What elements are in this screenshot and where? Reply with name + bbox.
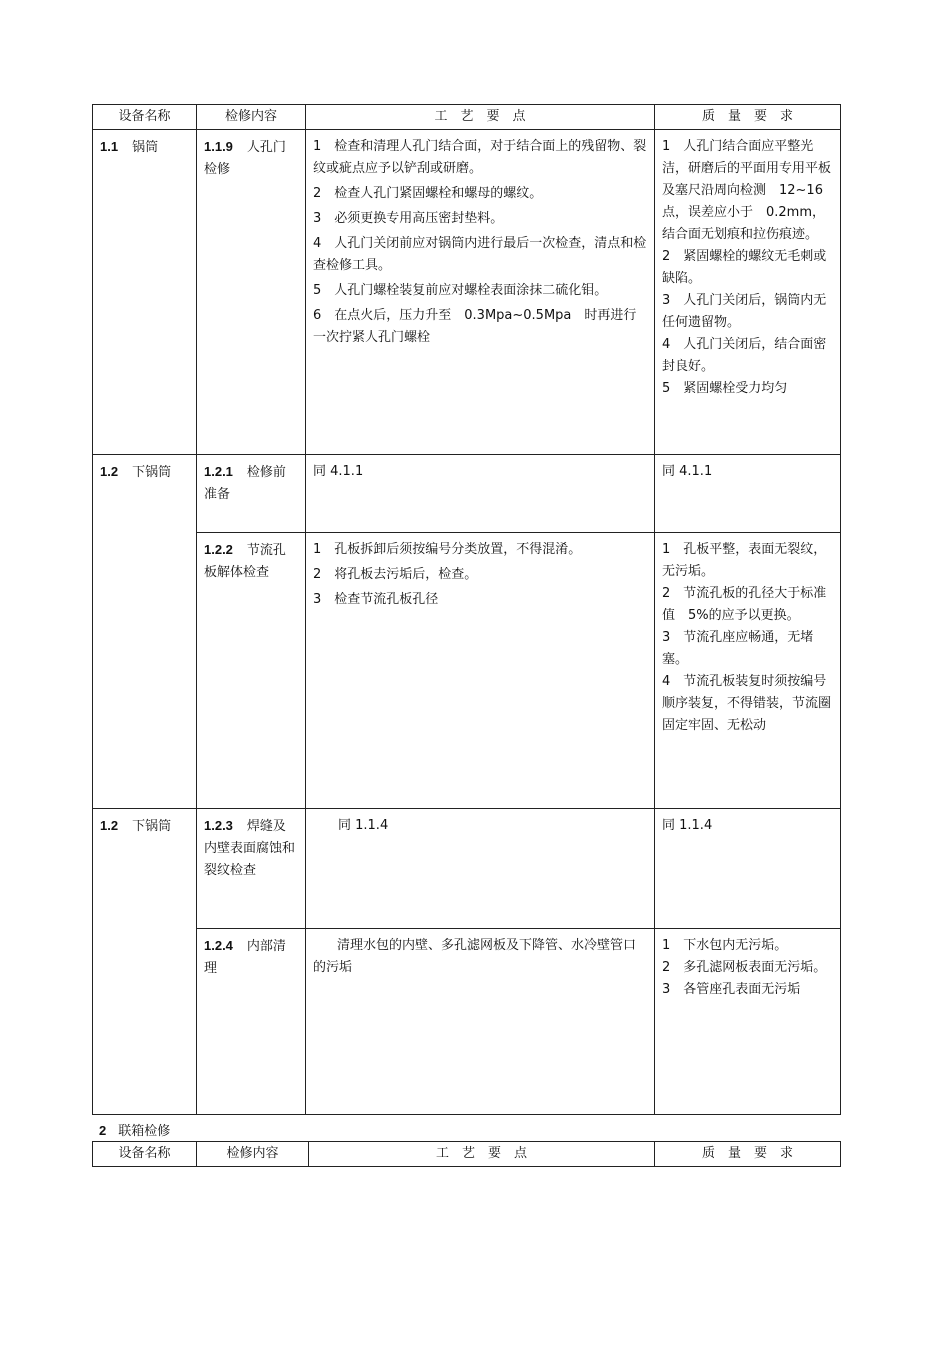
header-process: 工 艺 要 点 xyxy=(306,105,655,130)
header-equipment: 设备名称 xyxy=(93,1142,197,1167)
equipment-name: 下锅筒 xyxy=(132,819,172,834)
table-row xyxy=(93,130,841,455)
equipment-number: 1.2 xyxy=(100,818,119,833)
process-item: 4 人孔门关闭前应对锅筒内进行最后一次检查，清点和检查检修工具。 xyxy=(313,236,647,273)
content-cell xyxy=(197,809,306,929)
content-number: 1.2.4 xyxy=(204,938,233,953)
process-item: 3 必须更换专用高压密封垫料。 xyxy=(313,211,504,226)
content-cell xyxy=(197,455,306,533)
process-item: 2 将孔板去污垢后，检查。 xyxy=(313,567,478,582)
section-heading xyxy=(99,1120,170,1139)
content-cell xyxy=(197,130,306,455)
quality-item: 3 人孔门关闭后，锅筒内无任何遗留物。 xyxy=(662,293,827,330)
quality-item: 4 节流孔板装复时须按编号顺序装复，不得错装，节流圈固定牢固、无松动 xyxy=(662,674,832,733)
content-text: 检修前准备 xyxy=(204,465,286,502)
header-process: 工 艺 要 点 xyxy=(309,1142,655,1167)
quality-item: 3 节流孔座应畅通，无堵塞。 xyxy=(662,630,814,667)
equipment-cell xyxy=(93,130,197,455)
process-cell xyxy=(306,130,655,455)
header-quality: 质 量 要 求 xyxy=(655,105,841,130)
process-item: 同 4.1.1 xyxy=(313,464,364,479)
content-text: 人孔门检修 xyxy=(204,140,286,177)
process-item: 清理水包的内壁、多孔滤网板及下降管、水冷壁管口的污垢 xyxy=(313,938,637,975)
quality-item: 1 人孔门结合面应平整光洁，研磨后的平面用专用平板及塞尺沿周向检测 12~16 点，误差应小于 0.2mm，结合面无划痕和拉伤痕迹。 xyxy=(662,139,836,242)
process-item: 1 检查和清理人孔门结合面，对于结合面上的残留物、裂纹或疵点应予以铲刮或研磨。 xyxy=(313,139,647,176)
header-equipment: 设备名称 xyxy=(93,105,197,130)
quality-cell xyxy=(655,929,841,1115)
content-cell xyxy=(197,929,306,1115)
equipment-cell xyxy=(93,809,197,1115)
quality-item: 2 节流孔板的孔径大于标准值 5%的应予以更换。 xyxy=(662,586,827,623)
quality-cell xyxy=(655,130,841,455)
header-content: 检修内容 xyxy=(197,1142,309,1167)
equipment-name: 下锅筒 xyxy=(132,465,172,480)
process-item: 6 在点火后，压力升至 0.3Mpa~0.5Mpa 时再进行一次拧紧人孔门螺栓 xyxy=(313,308,637,345)
process-item: 3 检查节流孔板孔径 xyxy=(313,592,439,607)
maintenance-table-2 xyxy=(92,1141,841,1167)
content-text: 焊缝及内壁表面腐蚀和裂纹检查 xyxy=(204,819,296,878)
header-content: 检修内容 xyxy=(197,105,306,130)
table-header-row xyxy=(93,105,841,130)
quality-item: 2 多孔滤网板表面无污垢。 xyxy=(662,960,827,975)
quality-item: 3 各管座孔表面无污垢 xyxy=(662,982,801,997)
equipment-number: 1.1 xyxy=(100,139,119,154)
process-item: 同 1.1.4 xyxy=(338,818,389,833)
quality-item: 同 4.1.1 xyxy=(662,464,713,479)
content-number: 1.2.1 xyxy=(204,464,233,479)
quality-item: 同 1.1.4 xyxy=(662,818,713,833)
quality-item: 4 人孔门关闭后，结合面密封良好。 xyxy=(662,337,827,374)
table-row xyxy=(93,929,841,1115)
process-item: 2 检查人孔门紧固螺栓和螺母的螺纹。 xyxy=(313,186,543,201)
process-item: 5 人孔门螺栓装复前应对螺栓表面涂抹二硫化钼。 xyxy=(313,283,608,298)
content-cell xyxy=(197,533,306,809)
content-number: 1.2.2 xyxy=(204,542,233,557)
quality-cell xyxy=(655,533,841,809)
quality-item: 2 紧固螺栓的螺纹无毛刺或缺陷。 xyxy=(662,249,827,286)
quality-cell xyxy=(655,809,841,929)
quality-item: 1 孔板平整，表面无裂纹，无污垢。 xyxy=(662,542,827,579)
content-text: 内部清理 xyxy=(204,939,286,976)
table-row xyxy=(93,455,841,533)
quality-item: 5 紧固螺栓受力均匀 xyxy=(662,381,788,396)
table-row xyxy=(93,809,841,929)
header-quality: 质 量 要 求 xyxy=(655,1142,841,1167)
content-text: 节流孔板解体检查 xyxy=(204,543,286,580)
table-row xyxy=(93,533,841,809)
maintenance-table xyxy=(92,104,841,1115)
process-cell xyxy=(306,533,655,809)
equipment-name: 锅筒 xyxy=(132,140,159,155)
process-cell xyxy=(306,929,655,1115)
content-number: 1.2.3 xyxy=(204,818,233,833)
quality-item: 1 下水包内无污垢。 xyxy=(662,938,788,953)
equipment-number: 1.2 xyxy=(100,464,119,479)
process-item: 1 孔板拆卸后须按编号分类放置，不得混淆。 xyxy=(313,542,582,557)
table-header-row xyxy=(93,1142,841,1167)
section-number: 2 xyxy=(99,1123,107,1138)
quality-cell xyxy=(655,455,841,533)
section-title: 联箱检修 xyxy=(118,1124,171,1139)
content-number: 1.1.9 xyxy=(204,139,233,154)
process-cell xyxy=(306,809,655,929)
equipment-cell xyxy=(93,455,197,809)
process-cell xyxy=(306,455,655,533)
